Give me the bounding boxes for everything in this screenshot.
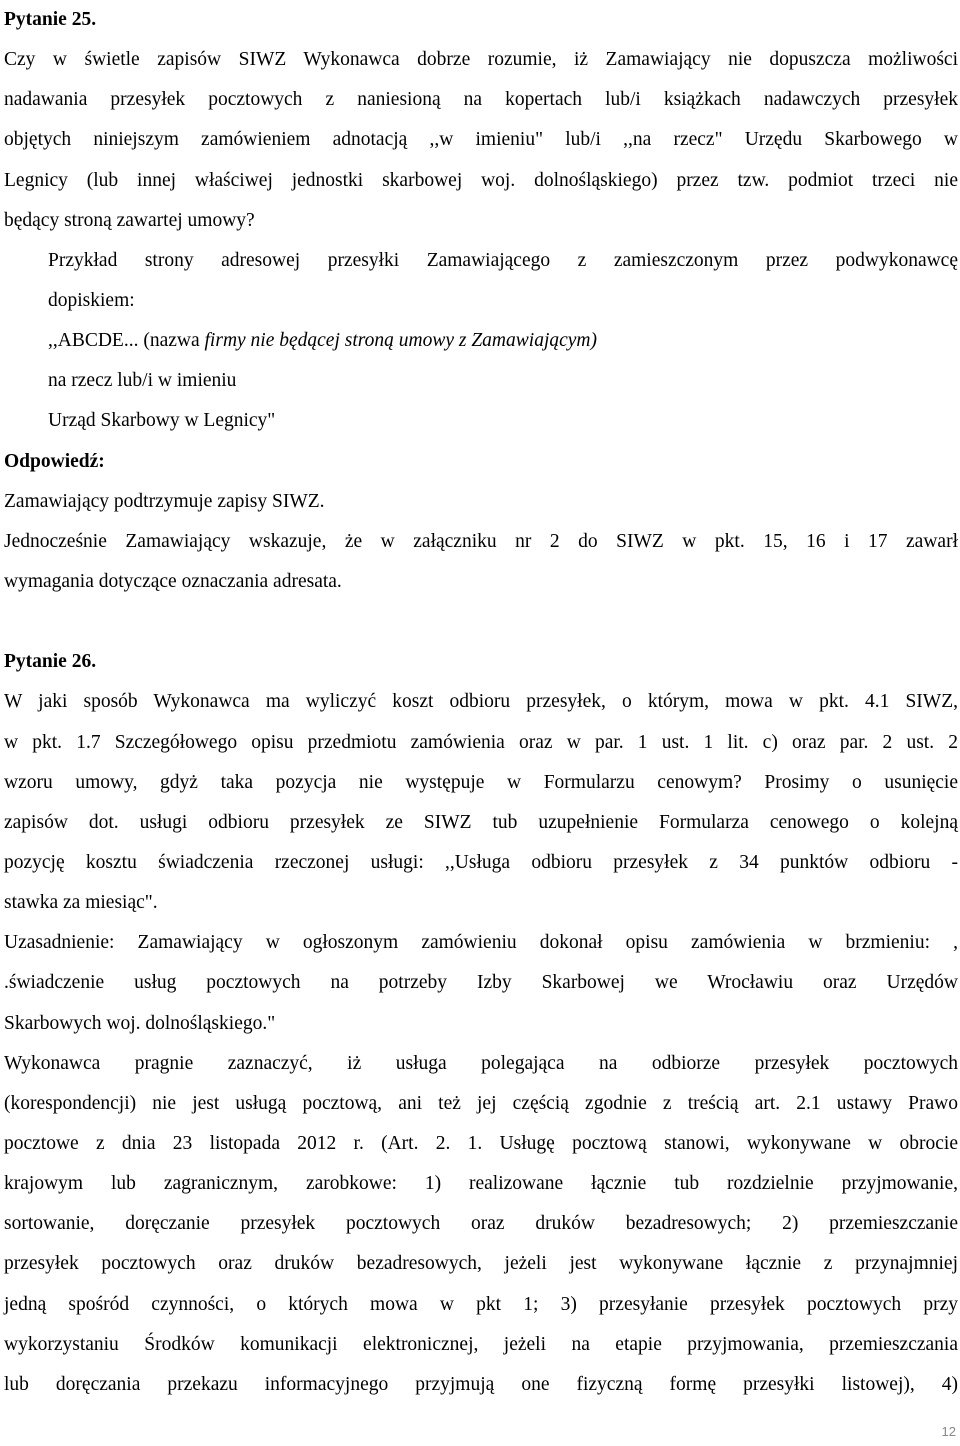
- question-25-line-5: będący stroną zawartej umowy?: [4, 209, 255, 231]
- contractor-line-9: lub doręczania przekazu informacyjnego przyjmują one fizyczną formę przesyłki listowej), 4): [4, 1373, 958, 1395]
- contractor-line-5: sortowanie, doręczanie przesyłek pocztowych oraz druków bezadresowych; 2) przemieszczanie: [4, 1213, 958, 1235]
- question-26-line-2: w pkt. 1.7 Szczegółowego opisu przedmiotu zamówienia oraz w par. 1 ust. 1 lit. c) oraz par. 2 ust. 2: [4, 731, 958, 753]
- question-25-line-2: nadawania przesyłek pocztowych z naniesioną na kopertach lub/i książkach nadawczych przesyłek: [4, 89, 958, 111]
- contractor-line-8: wykorzystaniu Środków komunikacji elektronicznej, jeżeli na etapie przyjmowania, przemieszczania: [4, 1333, 958, 1355]
- contractor-line-6: przesyłek pocztowych oraz druków bezadresowych, jeżeli jest wykonywane łącznie z przynajmniej: [4, 1253, 958, 1275]
- example-line-1: Przykład strony adresowej przesyłki Zamawiającego z zamieszczonym przez podwykonawcę: [48, 249, 958, 271]
- justification-line-1: Uzasadnienie: Zamawiający w ogłoszonym zamówieniu dokonał opisu zamówienia w brzmieniu: ,: [4, 932, 958, 954]
- question-26-line-1: W jaki sposób Wykonawca ma wyliczyć koszt odbioru przesyłek, o którym, mowa w pkt. 4.1 SIWZ,: [4, 691, 958, 713]
- answer-line-1: Zamawiający podtrzymuje zapisy SIWZ.: [4, 490, 325, 512]
- question-26-line-5: pozycję kosztu świadczenia rzeczonej usługi: ,,Usługa odbioru przesyłek z 34 punktów odbioru -: [4, 851, 958, 873]
- example-line-2: dopiskiem:: [48, 289, 135, 311]
- question-26-line-6: stawka za miesiąc".: [4, 892, 158, 914]
- answer-heading: Odpowiedź:: [4, 450, 105, 472]
- example-company-name: [4, 321, 958, 361]
- question-25-line-3: objętych niniejszym zamówieniem adnotacją ,,w imieniu" lub/i ,,na rzecz" Urzędu Skarbowego w: [4, 129, 958, 151]
- answer-line-2: Jednocześnie Zamawiający wskazuje, że w załączniku nr 2 do SIWZ w pkt. 15, 16 i 17 zawarł: [4, 530, 958, 552]
- question-25-line-4: Legnicy (lub innej właściwej jednostki skarbowej woj. dolnośląskiego) przez tzw. podmiot trzeci nie: [4, 169, 958, 191]
- contractor-line-7: jedną spośród czynności, o których mowa w pkt 1; 3) przesyłanie przesyłek pocztowych przy: [4, 1293, 958, 1315]
- answer-line-3: wymagania dotyczące oznaczania adresata.: [4, 570, 342, 592]
- example-line-4: na rzecz lub/i w imieniu: [48, 370, 237, 392]
- question-26-line-3: wzoru umowy, gdyż taka pozycja nie występuje w Formularzu cenowym? Prosimy o usunięcie: [4, 771, 958, 793]
- question-25-line-1: Czy w świetle zapisów SIWZ Wykonawca dobrze rozumie, iż Zamawiający nie dopuszcza możliwości: [4, 49, 958, 71]
- justification-line-3: Skarbowych woj. dolnośląskiego.": [4, 1012, 276, 1034]
- section-gap: [4, 602, 958, 642]
- example-company-prefix: ,,ABCDE... (nazwa: [48, 330, 205, 352]
- question-26-heading: Pytanie 26.: [4, 651, 97, 673]
- contractor-line-1: Wykonawca pragnie zaznaczyć, iż usługa polegająca na odbiorze przesyłek pocztowych: [4, 1052, 958, 1074]
- example-line-5: Urząd Skarbowy w Legnicy": [48, 410, 276, 432]
- justification-line-2: .świadczenie usług pocztowych na potrzeby Izby Skarbowej we Wrocławiu oraz Urzędów: [4, 972, 958, 994]
- question-26-line-4: zapisów dot. usługi odbioru przesyłek ze SIWZ tub uzupełnienie Formularza cenowego o kolejną: [4, 811, 958, 833]
- question-25-heading: Pytanie 25.: [4, 9, 97, 30]
- contractor-line-2: (korespondencji) nie jest usługą pocztową, ani też jej częścią zgodnie z treścią art. 2.1 ustawy Prawo: [4, 1092, 958, 1114]
- contractor-line-4: krajowym lub zagranicznym, zarobkowe: 1) realizowane łącznie tub rozdzielnie przyjmowanie,: [4, 1173, 958, 1195]
- example-company-italic: firmy nie będącej stroną umowy z Zamawiającym): [204, 330, 597, 352]
- contractor-line-3: pocztowe z dnia 23 listopada 2012 r. (Art. 2. 1. Usługę pocztową stanowi, wykonywane w obrocie: [4, 1132, 958, 1154]
- document-page: [4, 0, 958, 1405]
- page-number: 12: [941, 1424, 956, 1439]
